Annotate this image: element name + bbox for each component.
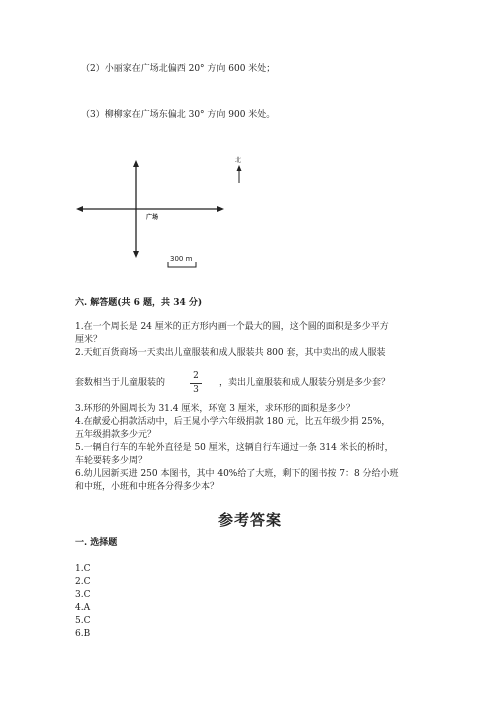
section-6-heading: 六. 解答题(共 6 题，共 34 分)	[75, 298, 203, 308]
problem-3-line1: 3.环形的外圆周长为 31.4 厘米，环宽 3 厘米，求环形的面积是多少？	[75, 404, 355, 414]
question-2-text: （2）小丽家在广场北偏西 20° 方向 600 米处；	[81, 64, 276, 74]
problem-1-line1: 1.在一个周长是 24 厘米的正方形内画一个最大的圆，这个圆的面积是多少平方	[75, 322, 389, 332]
problem-6-line2: 和中班，小班和中班各分得多少本？	[75, 482, 220, 492]
scale-label: 300 m	[170, 255, 193, 263]
answer-item: 5.C	[75, 616, 91, 626]
problem-2-line2-end: ，卖出儿童服装和成人服装分别是多少套？	[219, 378, 391, 388]
problem-5-line2: 车轮要转多少周？	[75, 456, 148, 466]
map-figure	[60, 150, 260, 275]
fraction-numerator: 2	[193, 371, 199, 381]
answer-item: 2.C	[75, 577, 91, 587]
problem-4-line1: 4.在献爱心捐款活动中，后王晁小学六年级捐款 180 元，比五年级少捐 25%，	[75, 417, 391, 427]
problem-4-line2: 五年级捐款多少元？	[75, 430, 157, 440]
center-label: 广场	[146, 214, 159, 221]
south-axis-arrow	[133, 251, 139, 258]
answers-section-1-heading: 一. 选择题	[75, 538, 118, 548]
fraction-two-thirds	[189, 371, 203, 396]
north-axis-arrow	[133, 160, 139, 167]
fraction-bar	[190, 383, 202, 384]
east-arrow	[217, 206, 224, 212]
problem-2-line1: 2.天虹百货商场一天卖出儿童服装和成人服装共 800 套，其中卖出的成人服装	[75, 348, 386, 358]
problem-6-line1: 6.幼儿园新买进 250 本图书，其中 40%给了大班，剩下的图书按 7：8 分给小班	[75, 469, 399, 479]
answer-item: 1.C	[75, 564, 91, 574]
problem-5-line1: 5.一辆自行车的车轮外直径是 50 厘米，这辆自行车通过一条 314 米长的桥时，	[75, 443, 394, 453]
problem-1-line2: 厘米？	[75, 335, 103, 345]
north-arrow-icon	[237, 165, 242, 171]
answer-item: 4.A	[75, 603, 91, 613]
fraction-denominator: 3	[193, 385, 199, 395]
answer-item: 3.C	[75, 590, 91, 600]
question-3-text: （3）柳柳家在广场东偏北 30° 方向 900 米处。	[81, 110, 276, 120]
west-arrow	[76, 206, 83, 212]
north-label: 北	[235, 157, 242, 164]
answers-title: 参考答案	[217, 511, 282, 529]
problem-2-line2-start: 套数相当于儿童服装的	[75, 378, 166, 388]
answer-item: 6.B	[75, 629, 91, 639]
